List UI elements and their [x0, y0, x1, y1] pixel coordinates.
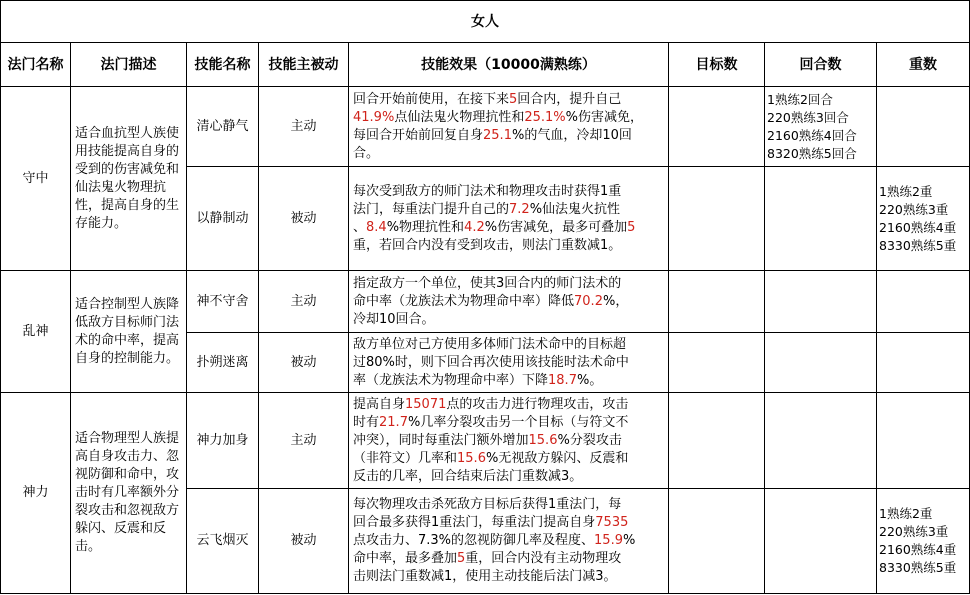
effect-text: 点攻击力、7.3%的忽视防御几率及程度、	[353, 533, 595, 548]
effect-text: 重，回合内没有主动物理攻	[465, 551, 622, 566]
skill-targets	[669, 167, 765, 271]
effect-value: 15.6	[528, 432, 558, 448]
stacks-line: 8330熟练5重	[879, 560, 957, 575]
skill-effect	[349, 393, 669, 489]
effect-value: 70.2	[574, 293, 603, 309]
effect-line	[353, 91, 664, 109]
header-rounds: 回合数	[765, 43, 877, 87]
effect-text: 每次物理攻击杀死敌方目标后获得1重法门，每	[353, 497, 622, 512]
skill-rounds	[765, 393, 877, 489]
effect-line	[353, 201, 664, 219]
skill-stacks	[877, 167, 970, 271]
effect-text: 回合开始前使用，在接下来	[353, 91, 510, 107]
header-name: 法门名称	[1, 43, 71, 87]
skill-name: 清心静气	[187, 87, 259, 167]
skill-name: 云飞烟灭	[187, 489, 259, 594]
skill-type: 被动	[259, 167, 349, 271]
header-row	[1, 43, 970, 87]
effect-text: 命中率，最多叠加	[353, 551, 458, 566]
effect-text: 点的攻击力进行物理攻击，攻击	[446, 396, 629, 412]
stacks-line: 1熟练2重	[879, 506, 933, 521]
header-skill-type: 技能主被动	[259, 43, 349, 87]
effect-value: 18.7	[548, 372, 577, 388]
effect-text: 冷却10回合。	[353, 311, 435, 327]
effect-value: 25.1%	[524, 109, 566, 125]
effect-line	[353, 183, 664, 201]
effect-text: %。	[576, 372, 603, 388]
skill-stacks	[877, 393, 970, 489]
effect-line	[353, 311, 664, 329]
skill-stacks	[877, 271, 970, 333]
header-stacks: 重数	[877, 43, 970, 87]
effect-text: 每回合开始前回复自身	[353, 127, 484, 143]
skill-stacks	[877, 87, 970, 167]
skill-rounds	[765, 271, 877, 333]
effect-text: 敌方单位对己方使用多体师门法术命中的目标超	[353, 336, 627, 352]
effect-line	[353, 532, 664, 550]
stacks-line: 220熟练3重	[879, 201, 949, 217]
skill-type: 被动	[259, 489, 349, 594]
effect-line	[353, 145, 664, 163]
rounds-line: 1熟练2回合	[767, 92, 833, 107]
skill-effect	[349, 333, 669, 393]
effect-line	[353, 354, 664, 372]
effect-line	[353, 568, 664, 586]
method-description: 适合血抗型人族使用技能提高自身的受到的伤害减免和仙法鬼火物理抗性，提高自身的生存能力。	[71, 87, 187, 271]
skill-name: 神力加身	[187, 393, 259, 489]
effect-line	[353, 432, 664, 450]
skill-type: 被动	[259, 333, 349, 393]
effect-text: 回合最多获得1重法门，每重法门提高自身	[353, 515, 596, 530]
method-name: 守中	[1, 87, 71, 271]
effect-line	[353, 293, 664, 311]
skill-targets	[669, 271, 765, 333]
effect-value: 15.9	[594, 533, 623, 548]
effect-text: 指定敌方一个单位，使其3回合内的师门法术的	[353, 275, 622, 291]
skill-effect	[349, 489, 669, 594]
effect-text: 、	[353, 219, 367, 235]
effect-value: 4.2	[464, 219, 485, 235]
effect-text: %几率分裂攻击另一个目标（与符文不	[407, 414, 629, 430]
effect-value: 21.7	[379, 414, 408, 430]
effect-value: 5	[627, 219, 636, 235]
skill-type: 主动	[259, 87, 349, 167]
rounds-line: 220熟练3回合	[767, 110, 849, 125]
header-description: 法门描述	[71, 43, 187, 87]
stacks-line: 1熟练2重	[879, 183, 933, 199]
header-skill-name: 技能名称	[187, 43, 259, 87]
effect-text: 回合内，提升自己	[517, 91, 622, 107]
effect-text: %分裂攻击	[557, 432, 622, 448]
effect-text: %仙法鬼火抗性	[529, 201, 621, 217]
stacks-line: 8330熟练5重	[879, 237, 957, 253]
effect-text: %物理抗性和	[386, 219, 465, 235]
effect-line	[353, 450, 664, 468]
skill-stacks	[877, 333, 970, 393]
effect-value: 7535	[595, 515, 629, 530]
stacks-line: 220熟练3重	[879, 524, 949, 539]
skill-name: 以静制动	[187, 167, 259, 271]
skill-effect	[349, 271, 669, 333]
effect-text: 过80%时，则下回合再次使用该技能时法术命中	[353, 354, 629, 370]
effect-value: 25.1	[483, 127, 512, 143]
effect-line	[353, 550, 664, 568]
skill-rounds	[765, 87, 877, 167]
effect-line	[353, 237, 664, 255]
effect-text: 提高自身	[353, 396, 406, 412]
effect-text: （非符文）几率和	[353, 450, 458, 466]
effect-line	[353, 127, 664, 145]
effect-value: 41.9%	[353, 109, 395, 125]
effect-line	[353, 396, 664, 414]
effect-text: %，	[602, 293, 629, 309]
effect-value: 5	[457, 551, 466, 566]
effect-text: 每次受到敌方的师门法术和物理攻击时获得1重	[353, 183, 622, 199]
effect-text: 反击的几率，回合结束后法门重数减3。	[353, 468, 583, 484]
effect-line	[353, 468, 664, 486]
skill-effect	[349, 87, 669, 167]
effect-line	[353, 219, 664, 237]
method-name: 乱神	[1, 271, 71, 393]
effect-text: %伤害减免，最多可叠加	[484, 219, 628, 235]
skill-name: 扑朔迷离	[187, 333, 259, 393]
skill-targets	[669, 393, 765, 489]
skill-rounds	[765, 167, 877, 271]
effect-line	[353, 496, 664, 514]
effect-text: 冲突），同时每重法门额外增加	[353, 432, 529, 448]
table-title: 女人	[1, 1, 970, 43]
effect-line	[353, 514, 664, 532]
stacks-line: 2160熟练4重	[879, 542, 957, 557]
effect-text: 合。	[353, 145, 380, 161]
skill-targets	[669, 489, 765, 594]
effect-text: 法门，每重法门提升自己的	[353, 201, 510, 217]
effect-line	[353, 336, 664, 354]
effect-value: 15.6	[457, 450, 486, 466]
effect-line	[353, 109, 664, 127]
effect-value: 15071	[405, 396, 447, 412]
stacks-line: 2160熟练4重	[879, 219, 957, 235]
table-row	[1, 393, 970, 489]
effect-text: 时有	[353, 414, 380, 430]
skill-type: 主动	[259, 271, 349, 333]
effect-text: %伤害减免，	[565, 109, 643, 125]
effect-line	[353, 414, 664, 432]
skill-rounds	[765, 489, 877, 594]
skill-name: 神不守舍	[187, 271, 259, 333]
method-name: 神力	[1, 393, 71, 594]
effect-text: 命中率（龙族法术为物理命中率）降低	[353, 293, 575, 309]
skill-rounds	[765, 333, 877, 393]
skill-stacks	[877, 489, 970, 594]
effect-line	[353, 275, 664, 293]
rounds-line: 8320熟练5回合	[767, 146, 857, 161]
effect-text: 率（龙族法术为物理命中率）下降	[353, 372, 549, 388]
skill-targets	[669, 333, 765, 393]
effect-value: 8.4	[366, 219, 387, 235]
effect-value: 5	[509, 91, 518, 107]
header-targets: 目标数	[669, 43, 765, 87]
effect-text: 击则法门重数减1，使用主动技能后法门减3。	[353, 569, 617, 584]
table-row	[1, 271, 970, 333]
effect-text: %的气血，冷却10回	[511, 127, 632, 143]
effect-text: 点仙法鬼火物理抗性和	[394, 109, 525, 125]
skill-type: 主动	[259, 393, 349, 489]
effect-value: 7.2	[509, 201, 530, 217]
skill-targets	[669, 87, 765, 167]
effect-line	[353, 372, 664, 390]
method-description: 适合控制型人族降低敌方目标师门法术的命中率，提高自身的控制能力。	[71, 271, 187, 393]
skill-effect	[349, 167, 669, 271]
header-skill-effect: 技能效果（10000满熟练）	[349, 43, 669, 87]
rounds-line: 2160熟练4回合	[767, 128, 857, 143]
effect-text: %	[622, 533, 636, 548]
method-description: 适合物理型人族提高自身攻击力、忽视防御和命中，攻击时有几率额外分裂攻击和忽视敌方躲闪、反震和反击。	[71, 393, 187, 594]
table-row	[1, 87, 970, 167]
effect-text: 重，若回合内没有受到攻击，则法门重数减1。	[353, 237, 622, 253]
effect-text: %无视敌方躲闪、反震和	[485, 450, 629, 466]
